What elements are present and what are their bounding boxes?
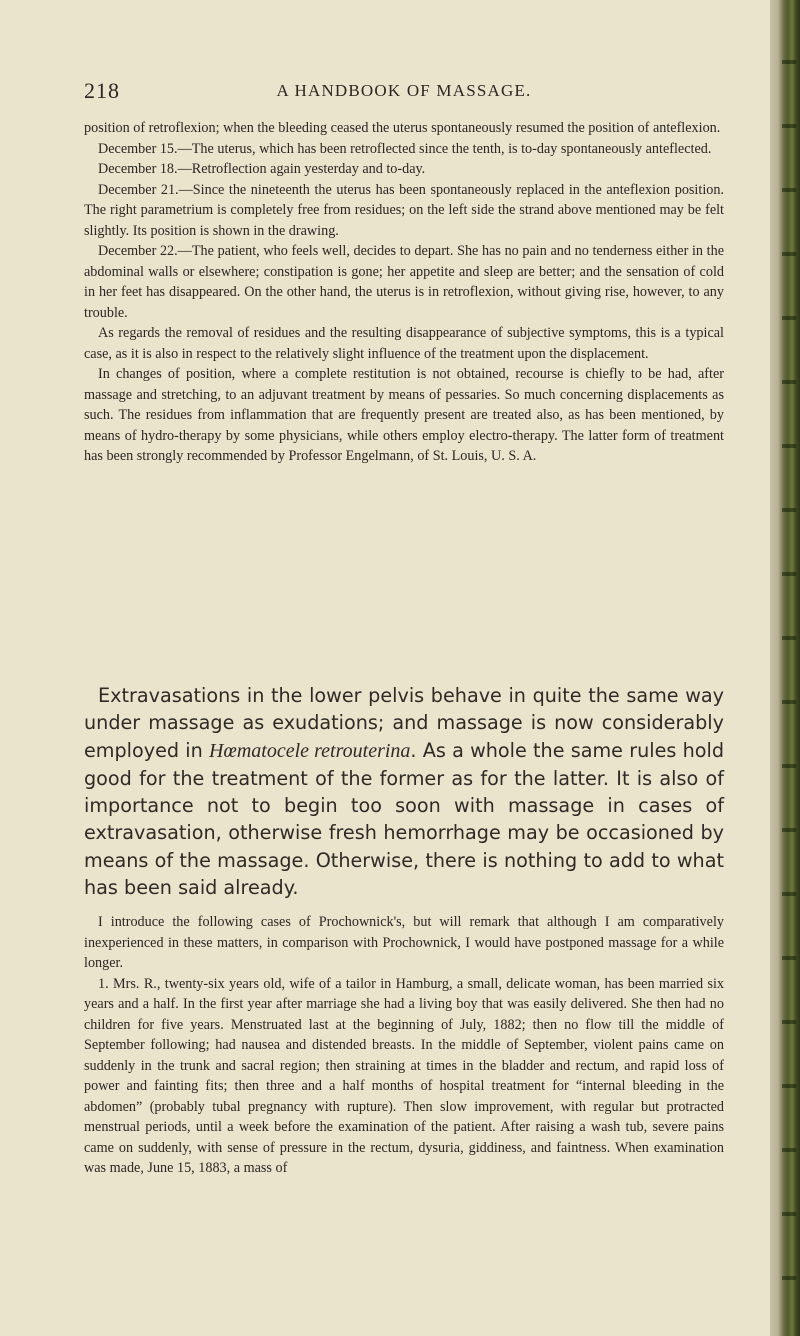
paragraph-retroflexion: position of retroflexion; when the bleeding ceased the uterus spontaneously resumed the position of anteflexion.: [84, 120, 721, 136]
haematocele-term: Hœmatocele retrouterina: [209, 739, 411, 762]
paragraph-december-18: December 18.—Retroflection again yesterday and to-day.: [98, 161, 426, 177]
extravasations-section: [84, 682, 724, 901]
paragraph-december-21: December 21.—Since the nineteenth the uterus has been spontaneously replaced in the anteflexion position. The right parametrium is completely free from residues; on the left side the strand above mentioned may be felt slightly. Its position is shown in the drawing.: [84, 181, 724, 239]
running-head: A HANDBOOK OF MASSAGE.: [276, 81, 532, 100]
paragraph-changes-of-position: In changes of position, where a complete restitution is not obtained, recourse is chiefly to be had, after massage and stretching, to an adjuvant treatment by means of pessaries. So much concerning displacements as such. The residues from inflammation that are frequently present are treated also, as has been mentioned, by means of hydro-therapy by some physicians, while others employ electro-therapy. The latter form of treatment has been strongly recommended by Professor Engelmann, of St. Louis, U. S. A.: [84, 366, 724, 464]
prochownick-cases: [84, 912, 724, 1179]
paragraph-extravasations: [84, 682, 724, 901]
case-notes-continued: [84, 118, 724, 467]
page-number: 218: [84, 78, 120, 103]
paragraph-december-15: December 15.—The uterus, which has been retroflected since the tenth, is to-day spontaneously anteflected.: [98, 140, 712, 157]
extravasations-text-start: Extravasations in the lower pelvis behave in quite the same way under massage as exudations; and massage is now considerably employed in: [84, 684, 724, 762]
page-header: [84, 78, 724, 104]
paragraph-residues: As regards the removal of residues and the resulting disappearance of subjective symptoms, this is a typical case, as it is also in respect to the relatively slight influence of the treatment upon the displacement.: [84, 325, 724, 362]
paragraph-case-1: 1. Mrs. R., twenty-six years old, wife of a tailor in Hamburg, a small, delicate woman, has been married six years and a half. In the first year after marriage she had a living boy that was easily delivered. She then had no children for five years. Menstruated last at the beginning of July, 1882; then no flow till the middle of September following; had nausea and distended breasts. In the middle of September, violent pains came on suddenly in the trunk and sacral region; then straining at times in the bladder and rectum, and rapid loss of power and fainting fits; then three and a half months of hospital treatment for “internal bleeding in the abdomen” (probably tubal pregnancy with rupture). Then slow improvement, with regular but protracted menstrual periods, until a week before the examination of the patient. After raising a wash tub, severe pains came on suddenly, with sense of pressure in the rectum, dysuria, giddiness, and faintness. When examination was made, June 15, 1883, a mass of: [84, 975, 724, 1176]
paragraph-december-22: December 22.—The patient, who feels well, decides to depart. She has no pain and no tenderness either in the abdominal walls or elsewhere; constipation is gone; her appetite and sleep are better; and the sensation of cold in her feet has disappeared. On the other hand, the uterus is in retroflexion, without giving rise, however, to any trouble.: [84, 243, 724, 321]
extravasations-text-end: . As a whole the same rules hold good for the treatment of the former as for the latter. It is also of importance not to begin too soon with massage in cases of extravasation, otherwise fresh hemorrhage may be occasioned by means of the massage. Otherwise, there is nothing to add to what has been said already.: [84, 738, 725, 900]
paragraph-introduce-cases: I introduce the following cases of Prochownick's, but will remark that although I am comparatively inexperienced in these matters, in comparison with Prochownick, I would have postponed massage for a while longer.: [84, 914, 724, 971]
spine-marks: [782, 0, 796, 1336]
